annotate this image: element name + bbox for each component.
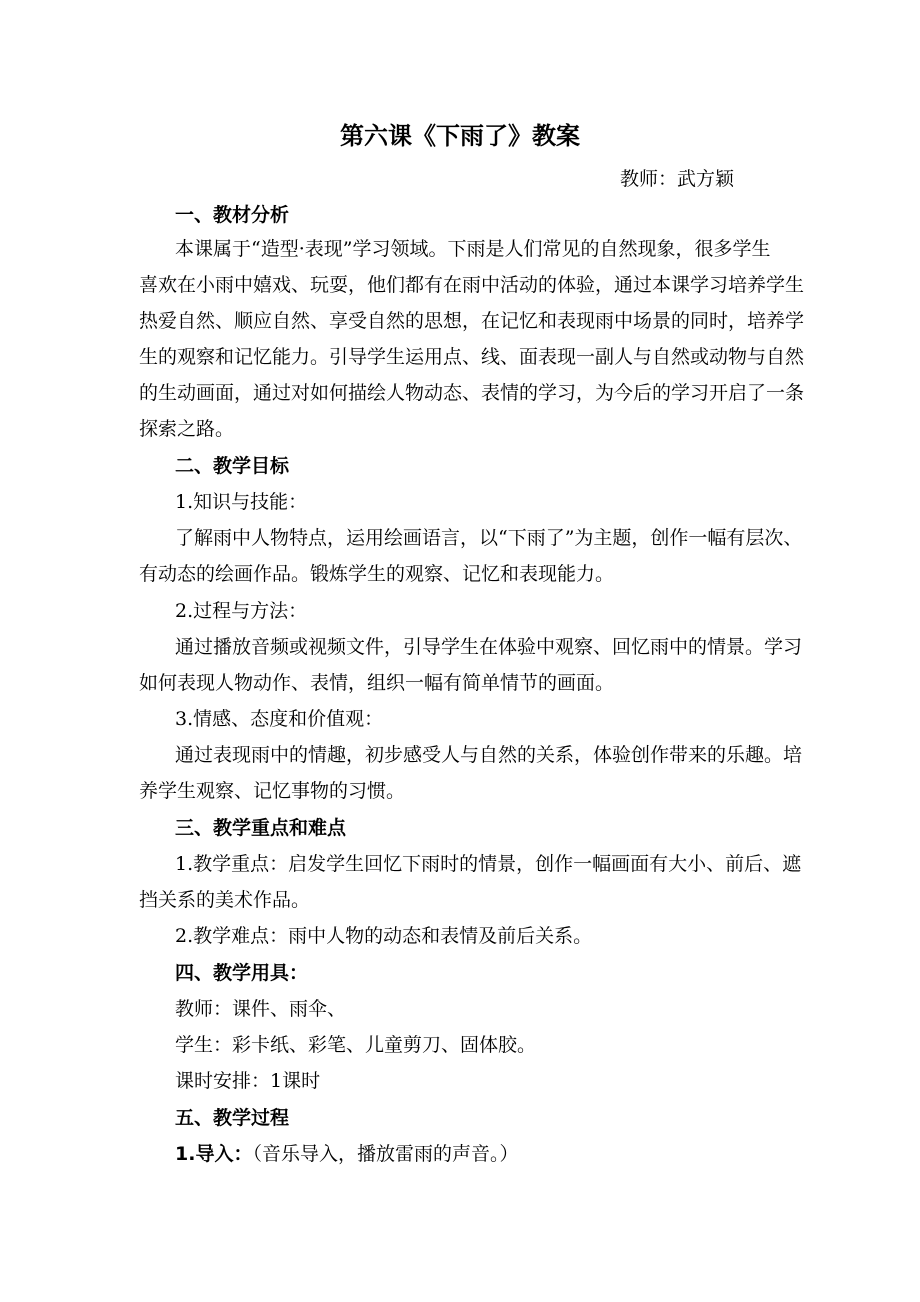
section-heading-key-points: 三、教学重点和难点	[175, 817, 347, 839]
teacher-tools: 教师：课件、雨伞、	[175, 998, 347, 1020]
subsection-title: 2.过程与方法：	[175, 600, 308, 622]
paragraph-line: 通过表现雨中的情趣，初步感受人与自然的关系，体验创作带来的乐趣。培	[175, 744, 803, 766]
paragraph-line: 的生动画面，通过对如何描绘人物动态、表情的学习，为今后的学习开启了一条	[139, 382, 805, 404]
subsection-title: 3.情感、态度和价值观：	[175, 708, 384, 730]
paragraph-line: 挡关系的美术作品。	[139, 889, 311, 911]
paragraph-line: 通过播放音频或视频文件，引导学生在体验中观察、回忆雨中的情景。学习	[175, 636, 803, 658]
class-schedule: 课时安排：1课时	[175, 1070, 321, 1092]
paragraph-line: 如何表现人物动作、表情，组织一幅有简单情节的画面。	[139, 672, 615, 694]
section-heading-process: 五、教学过程	[175, 1107, 290, 1129]
step-intro	[175, 1139, 835, 1169]
paragraph-line: 本课属于“造型·表现”学习领域。下雨是人们常见的自然现象，很多学生	[175, 238, 771, 260]
paragraph-line: 探索之路。	[139, 418, 235, 440]
step-text: （音乐导入，播放雷雨的声音。）	[252, 1143, 519, 1165]
paragraph-line: 生的观察和记忆能力。引导学生运用点、线、面表现一副人与自然或动物与自然	[139, 346, 805, 368]
section-heading-objectives: 二、教学目标	[175, 455, 290, 477]
paragraph-line: 2.教学难点：雨中人物的动态和表情及前后关系。	[175, 925, 593, 947]
paragraph-line: 养学生观察、记忆事物的习惯。	[139, 780, 406, 802]
paragraph-line: 有动态的绘画作品。锻炼学生的观察、记忆和表现能力。	[139, 563, 615, 585]
step-label: 1.导入：	[175, 1143, 253, 1165]
teacher-name: 教师：武方颖	[620, 168, 735, 190]
document-title: 第六课《下雨了》教案	[340, 122, 580, 150]
paragraph-line: 热爱自然、顺应自然、享受自然的思想，在记忆和表现雨中场景的同时，培养学	[139, 310, 805, 332]
section-heading-tools: 四、教学用具：	[175, 962, 309, 984]
paragraph-line: 了解雨中人物特点，运用绘画语言，以“下雨了”为主题，创作一幅有层次、	[175, 527, 803, 549]
paragraph-line: 喜欢在小雨中嬉戏、玩耍，他们都有在雨中活动的体验，通过本课学习培养学生	[139, 274, 805, 296]
subsection-title: 1.知识与技能：	[175, 491, 308, 513]
student-tools: 学生：彩卡纸、彩笔、儿童剪刀、固体胶。	[175, 1034, 537, 1056]
section-heading-analysis: 一、教材分析	[175, 204, 290, 226]
paragraph-line: 1.教学重点：启发学生回忆下雨时的情景，创作一幅画面有大小、前后、遮	[175, 853, 802, 875]
